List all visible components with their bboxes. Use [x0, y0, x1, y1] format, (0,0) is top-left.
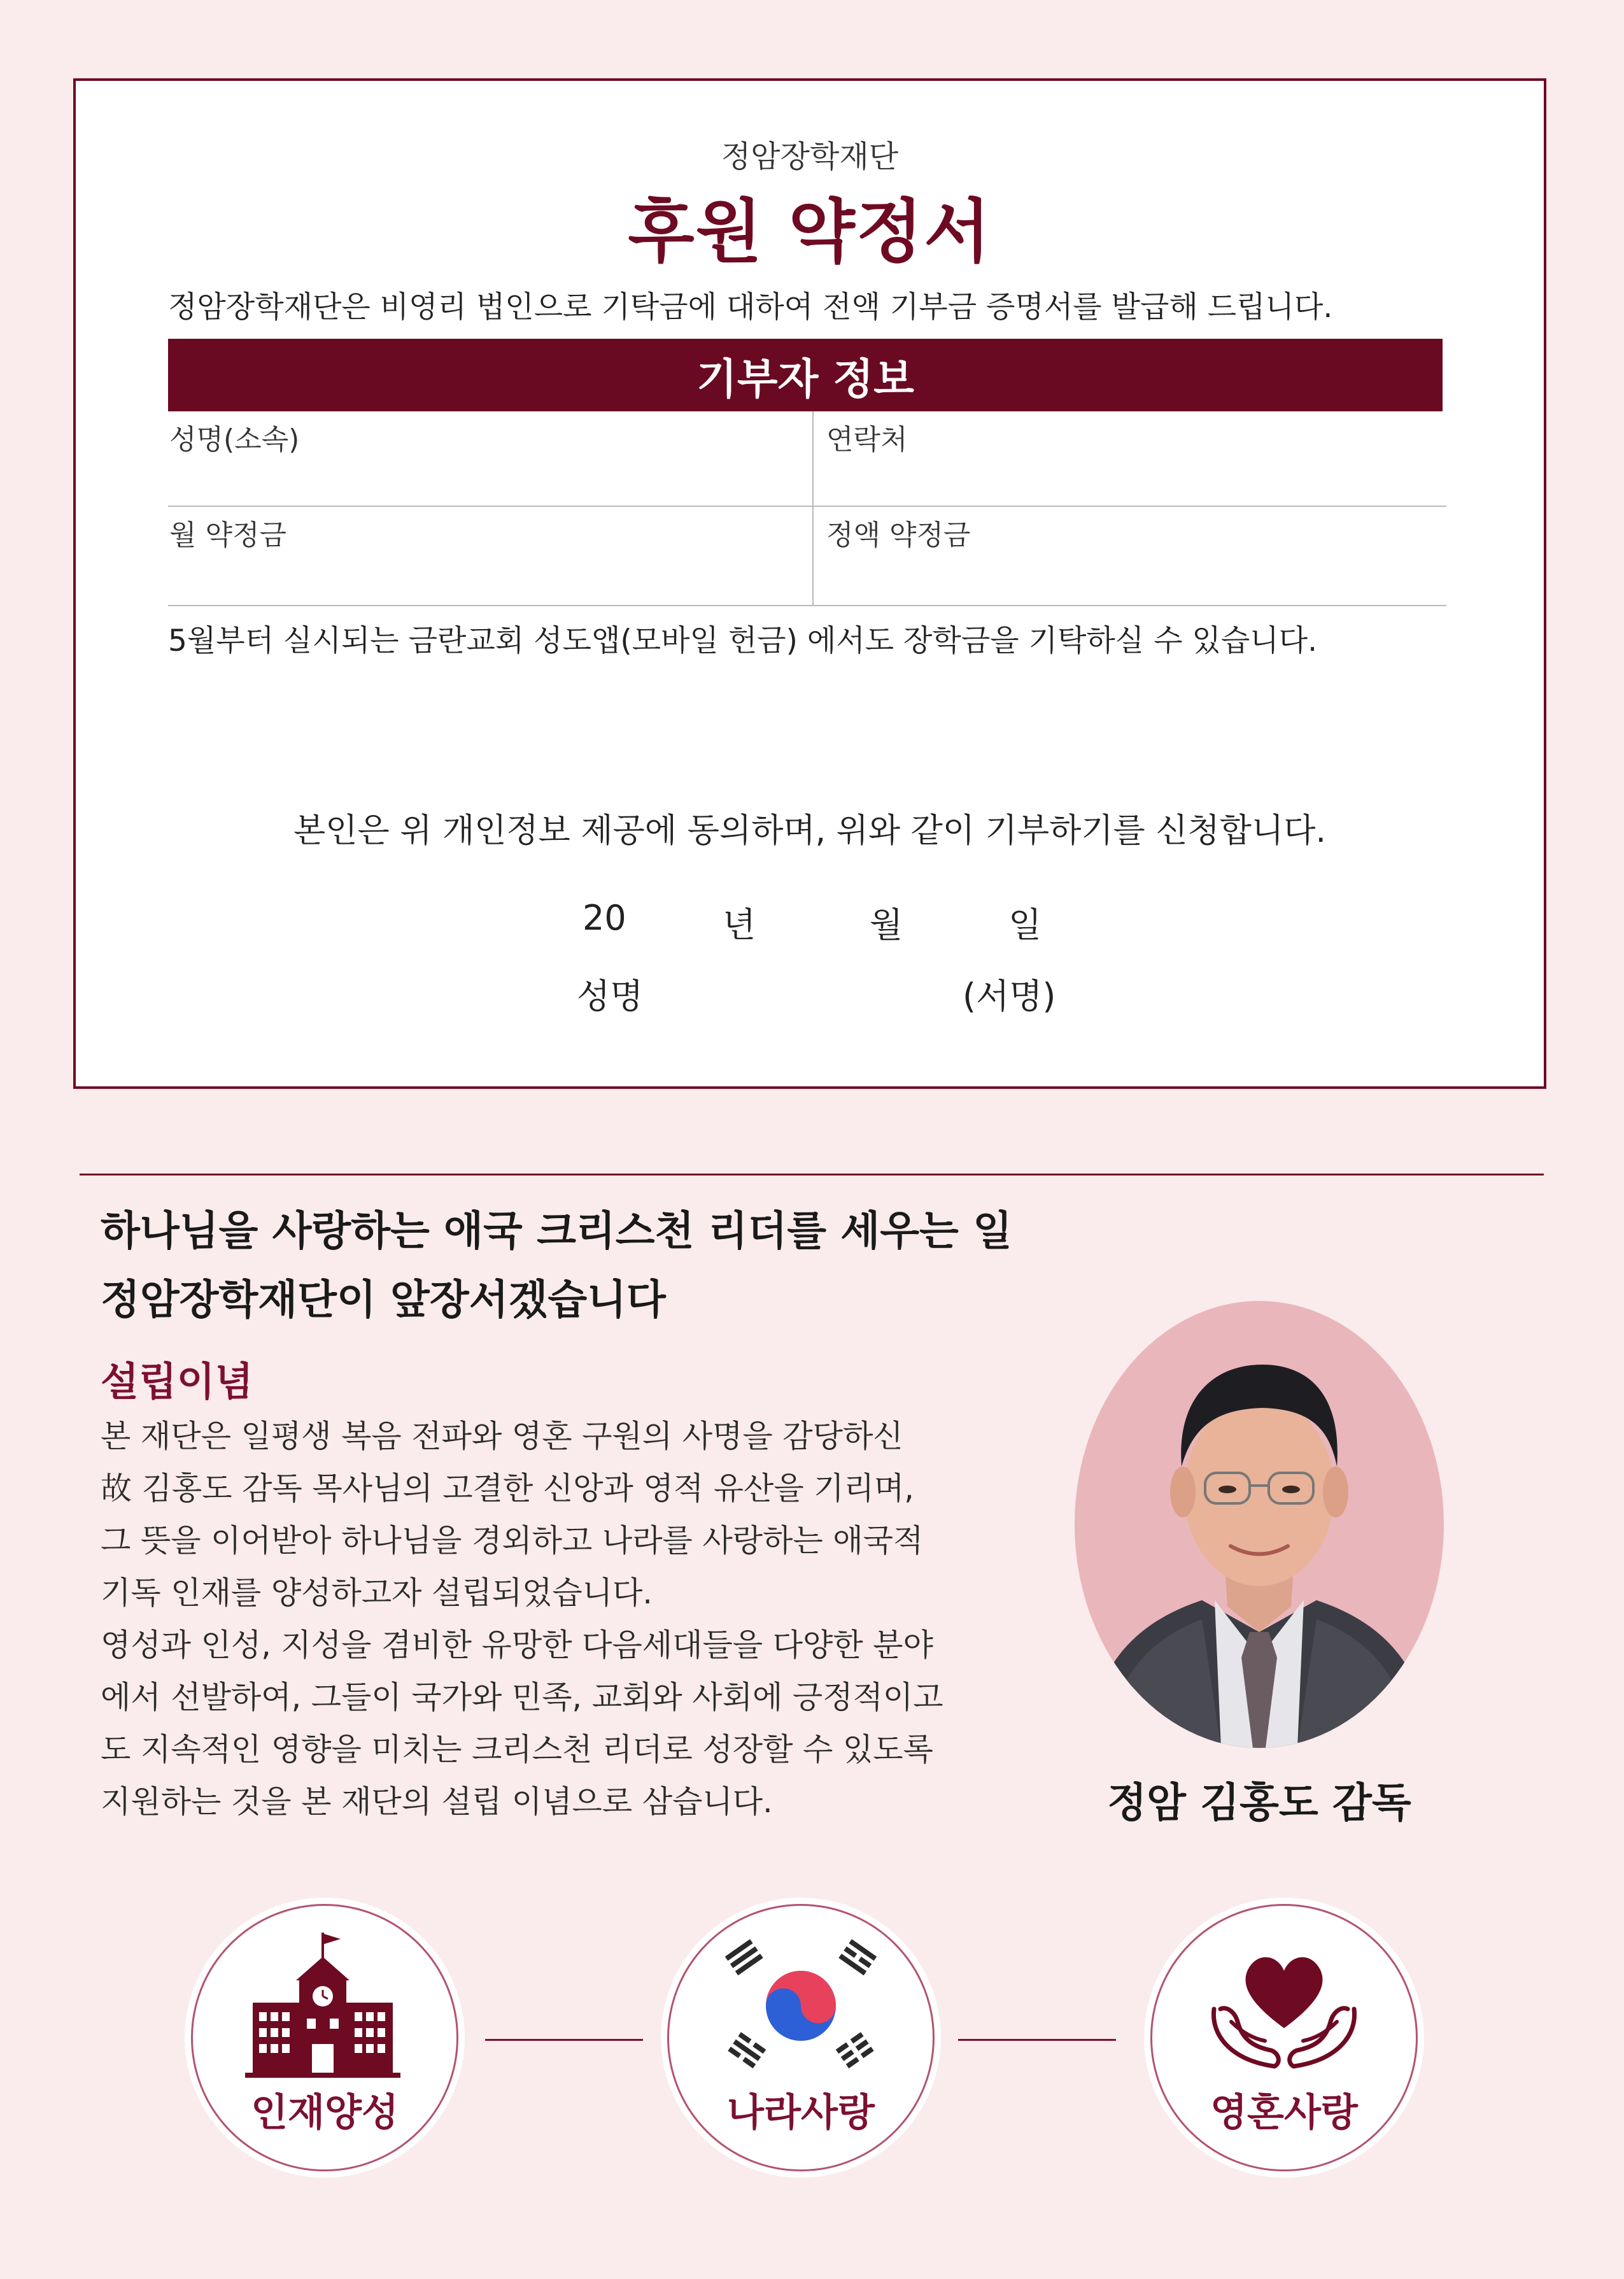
date-year-prefix: 20: [583, 898, 626, 938]
para-line: 그 뜻을 이어받아 하나님을 경외하고 나라를 사랑하는 애국적: [101, 1523, 924, 1559]
form-title: 후원 약정서: [628, 192, 992, 272]
para-line: 에서 선발하여, 그들이 국가와 민족, 교회와 사회에 긍정적이고: [101, 1679, 943, 1715]
para-line: 故 김홍도 감독 목사님의 고결한 신앙과 영적 유산을 기리며,: [101, 1470, 914, 1507]
mobile-offering-note: 5월부터 실시되는 금란교회 성도앱(모바일 헌금) 에서도 장학금을 기탁하실 수 있습니다.: [168, 623, 1318, 658]
founding-philosophy-text: [101, 1410, 947, 1828]
heart-hands-icon: [1204, 1933, 1364, 2079]
mission-heading-line1: 하나님을 사랑하는 애국 크리스천 리더를 세우는 일: [101, 1208, 1012, 1255]
section-divider: [80, 1174, 1544, 1175]
sign-name-label: 성명: [577, 976, 644, 1016]
value-soul-label: 영혼사랑: [1210, 2091, 1358, 2135]
date-day-label: 일: [1008, 905, 1042, 945]
monthly-amount-label: 월 약정금: [169, 519, 287, 551]
portrait-illustration: [1075, 1301, 1444, 1748]
value-nation-label: 나라사랑: [727, 2091, 875, 2135]
school-building-icon: [245, 1933, 404, 2079]
taegukgi-icon: [721, 1933, 880, 2079]
org-name: 정암장학재단: [721, 139, 899, 174]
monthly-amount-field[interactable]: [168, 507, 814, 606]
para-line: 본 재단은 일평생 복음 전파와 영혼 구원의 사명을 감당하신: [101, 1418, 903, 1454]
mission-heading-line2: 정암장학재단이 앞장서겠습니다: [101, 1277, 666, 1324]
consent-statement: 본인은 위 개인정보 제공에 동의하며, 위와 같이 기부하기를 신청합니다.: [293, 812, 1327, 850]
value-soul: [1144, 1898, 1424, 2178]
fixed-amount-label: 정액 약정금: [826, 519, 971, 551]
value-talent: [185, 1898, 465, 2178]
value-nation: [661, 1898, 941, 2178]
donor-fields: [168, 411, 1446, 606]
form-intro: 정암장학재단은 비영리 법인으로 기탁금에 대하여 전액 기부금 증명서를 발급해 드립니다.: [168, 290, 1333, 325]
donor-info-header: 기부자 정보: [168, 339, 1443, 411]
value-connector: [485, 2039, 643, 2041]
founder-portrait: [1075, 1301, 1444, 1748]
name-field[interactable]: [168, 411, 814, 507]
value-connector: [958, 2039, 1116, 2041]
contact-field[interactable]: [814, 411, 1446, 507]
date-month-label: 월: [870, 905, 903, 945]
signature-label: (서명): [963, 976, 1056, 1016]
para-line: 지원하는 것을 본 재단의 설립 이념으로 삼습니다.: [101, 1784, 773, 1820]
value-talent-label: 인재양성: [251, 2091, 399, 2135]
portrait-caption: 정암 김홍도 감독: [1107, 1780, 1411, 1827]
fixed-amount-field[interactable]: [814, 507, 1446, 606]
founding-philosophy-title: 설립이념: [101, 1358, 253, 1405]
name-field-label: 성명(소속): [169, 423, 300, 456]
contact-field-label: 연락처: [826, 423, 908, 456]
para-line: 도 지속적인 영향을 미치는 크리스천 리더로 성장할 수 있도록: [101, 1731, 933, 1768]
date-year-label: 년: [723, 905, 756, 945]
pledge-form: [73, 78, 1546, 1089]
para-line: 기독 인재를 양성하고자 설립되었습니다.: [101, 1575, 653, 1611]
mission-heading: [101, 1197, 1012, 1335]
para-line: 영성과 인성, 지성을 겸비한 유망한 다음세대들을 다양한 분야: [101, 1627, 933, 1663]
